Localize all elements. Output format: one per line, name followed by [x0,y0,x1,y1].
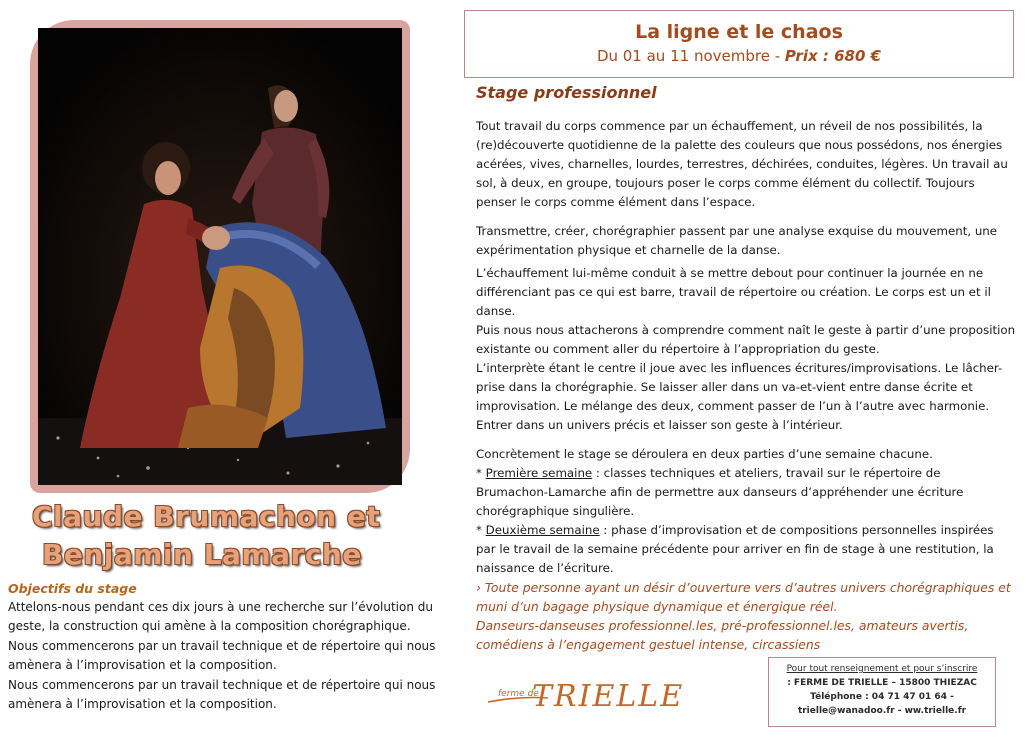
bullet: * [476,523,486,537]
workshop-title: La ligne et le chaos [635,21,843,43]
stage-paragraph: L’interprète étant le centre il joue avec les influences écritures/improvisations. Le lâcher-prise dans la chorégraphie. Se laisser aller dans un va-et-vient entre danse écrite et improvisation. Le mélange des deux, comment passer de l’un à l’autre avec harmonie. Entrer dans un univers précis et laisser son geste à l’intérieur. [476,361,1003,432]
teacher-name-line2: Benjamin Lamarche [42,538,362,571]
bullet: * [476,466,486,480]
logo-small-text: ferme de [498,689,539,699]
contact-web[interactable]: trielle@wanadoo.fr - ww.trielle.fr [797,706,967,716]
contact-address: : FERME DE TRIELLE – 15800 THIEZAC [787,678,977,688]
audience-paragraph: › Toute personne ayant un désir d’ouverture vers d’autres univers chorégraphiques et muni d’un bagage physique dynamique et énergique réel. [476,580,1011,614]
contact-title: Pour tout renseignement et pour s’inscrire [786,664,978,674]
stage-paragraph: L’échauffement lui-même conduit à se mettre debout pour continuer la journée en ne différenciant pas ce qui est barre, travail de répertoire ou création. Le corps est un et il danse. [476,266,991,318]
objectives-paragraph: Attelons-nous pendant ces dix jours à une recherche sur l’évolution du geste, la construction qui amène à la composition chorégraphique. [8,600,433,633]
objectives-paragraph: Nous commencerons par un travail technique et de répertoire qui nous amènera à l’improvisation et la composition. [8,678,436,711]
stage-title: Stage professionnel [476,83,657,102]
week2-text: : phase d’improvisation et de compositions personnelles inspirées par le travail de la semaine précédente pour arriver en fin de stage à une restitution, la naissance de l’écriture. [476,523,994,575]
logo-big-text: TRIELLE [532,679,685,714]
week1-text: : classes techniques et ateliers, travail sur le répertoire de Brumachon-Lamarche afin de permettre aux danseurs d’appréhender une écriture chorégraphique singulière. [476,466,964,518]
ferme-de-trielle-logo [484,666,685,716]
stage-description [476,117,1016,654]
contact-phone: Téléphone : 04 71 47 01 64 - [810,692,954,702]
dates-text: Du 01 au 11 novembre - [596,47,785,65]
objectives-paragraph: Nous commencerons par un travail technique et de répertoire qui nous amènera à l’improvisation et la composition. [8,639,436,672]
contact-box [768,657,996,727]
stage-paragraph: Puis nous nous attacherons à comprendre comment naît le geste à partir d’une proposition existante ou comment aller du répertoire à l’appropriation du geste. [476,323,1016,356]
stage-paragraph: Concrètement le stage se déroulera en deux parties d’une semaine chacune. [476,447,933,461]
week1-label: Première semaine [485,466,593,480]
week2-label: Deuxième semaine [485,523,600,537]
teachers-names [10,500,410,572]
audience-list: Danseurs-danseuses professionnel.les, pré-professionnel.les, amateurs avertis, comédiens à l’engagement gestuel intense, circassiens [476,618,969,652]
workshop-dates [465,46,1013,66]
teacher-name-line1: Claude Brumachon et [32,500,381,533]
week1-paragraph [476,464,1016,521]
photo-frame [30,20,410,493]
objectives-title: Objectifs du stage [8,581,137,596]
price-text: Prix : 680 € [784,47,882,65]
week2-paragraph [476,521,1016,578]
stage-paragraph: Tout travail du corps commence par un échauffement, un réveil de nos possibilités, la (re)découverte quotidienne de la palette des couleurs que nous possédons, nos énergies acérées, vives, charnelles, lourdes, terrestres, déchirées, conduites, légères. Un travail au sol, à deux, en groupe, toujours poser le corps comme élément du collectif. Toujours penser le corps comme élément dans l’espace. [476,119,1008,209]
objectives-section [8,580,460,714]
dancers-illustration [38,28,402,485]
logo-graphic [484,666,685,716]
title-box [464,10,1014,78]
dancers-photo [38,28,402,485]
stage-paragraph: Transmettre, créer, chorégraphier passent par une analyse exquise du mouvement, une expérimentation physique et charnelle de la danse. [476,224,998,257]
